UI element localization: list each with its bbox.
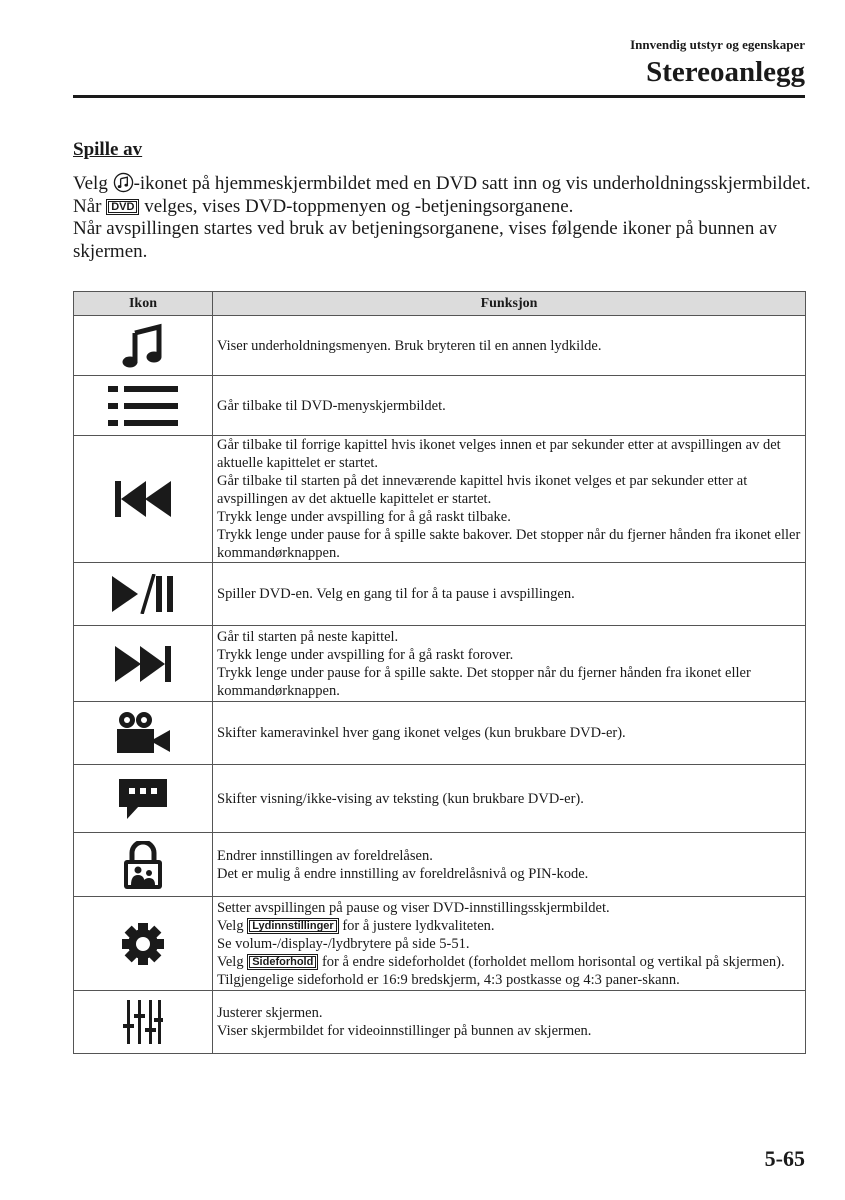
table-row bbox=[74, 991, 806, 1054]
subtitle-icon bbox=[119, 779, 167, 819]
table-row bbox=[74, 376, 806, 436]
table-row bbox=[74, 765, 806, 833]
table-row bbox=[74, 316, 806, 376]
function-cell bbox=[213, 563, 806, 626]
table-row bbox=[74, 702, 806, 765]
icon-cell bbox=[74, 376, 213, 436]
function-line: Skifter kameravinkel hver gang ikonet velges (kun brukbare DVD-er). bbox=[217, 725, 626, 741]
table-row bbox=[74, 436, 806, 563]
function-line: Justerer skjermen. bbox=[217, 1005, 323, 1021]
function-line: Går tilbake til forrige kapittel hvis ikonet velges innen et par sekunder etter at avspillingen av det aktuelle kapittelet er startet. bbox=[217, 437, 781, 471]
function-line: Endrer innstillingen av foreldrelåsen. bbox=[217, 847, 433, 864]
equalizer-icon bbox=[123, 1000, 163, 1044]
intro-text-fragment: -ikonet på hjemmeskjermbildet med en DVD satt inn og vis underholdningsskjermbildet. Når bbox=[73, 173, 811, 217]
play-pause-icon bbox=[112, 574, 174, 614]
function-line: Det er mulig å endre innstilling av foreldrelåsnivå og PIN-kode. bbox=[217, 865, 589, 882]
function-text: Velg bbox=[217, 917, 248, 934]
running-header: Innvendig utstyr og egenskaper bbox=[630, 37, 805, 52]
icon-cell bbox=[74, 833, 213, 897]
function-text: for å justere lydkvaliteten. bbox=[338, 917, 495, 934]
function-cell bbox=[213, 436, 806, 563]
function-cell bbox=[213, 702, 806, 765]
icon-cell bbox=[74, 991, 213, 1054]
icon-function-table bbox=[73, 291, 806, 1054]
header-rule bbox=[73, 95, 805, 98]
skip-forward-icon bbox=[115, 646, 171, 682]
function-cell bbox=[213, 833, 806, 897]
menu-list-icon bbox=[108, 385, 178, 427]
aspect-ratio-button: Sideforhold bbox=[247, 954, 318, 970]
function-line: Trykk lenge under pause for å spille sakte bakover. Det stopper når du fjerner hånden fra ikonet eller kommandørknappen. bbox=[217, 527, 801, 561]
intro-text-fragment: velges, vises DVD-toppmenyen og -betjeningsorganene. bbox=[139, 195, 574, 217]
section-title: Spille av bbox=[73, 139, 143, 160]
music-note-icon bbox=[121, 323, 165, 369]
function-line: Skifter visning/ikke-vising av teksting (kun brukbare DVD-er). bbox=[217, 790, 584, 807]
intro-text bbox=[73, 172, 813, 263]
function-cell bbox=[213, 765, 806, 833]
function-line: Går til starten på neste kapittel. bbox=[217, 628, 399, 645]
function-line: Trykk lenge under avspilling for å gå raskt forover. bbox=[217, 646, 514, 663]
function-line bbox=[217, 917, 801, 935]
function-line: Setter avspillingen på pause og viser DVD-innstillingsskjermbildet. bbox=[217, 899, 610, 916]
music-circle-icon bbox=[113, 172, 134, 193]
function-line: Viser underholdningsmenyen. Bruk bryteren til en annen lydkilde. bbox=[217, 337, 602, 354]
function-line: Trykk lenge under pause for å spille sakte. Det stopper når du fjerner hånden fra ikonet eller kommandørknappen. bbox=[217, 664, 751, 699]
function-line: Går tilbake til DVD-menyskjermbildet. bbox=[217, 397, 446, 414]
function-text: for å endre sideforholdet (forholdet mellom horisontal og vertikal på skjermen). Tilgjengelige sideforhold er 16:9 bredskjerm, 4:3 postkasse og 4:3 paner-skann. bbox=[217, 953, 785, 988]
page-number: 5-65 bbox=[764, 1146, 805, 1171]
function-line: Går tilbake til starten på det inneværende kapittel hvis ikonet velges et par sekunder etter at avspillingen av det aktuelle kapittelet er startet. bbox=[217, 473, 748, 507]
intro-paragraph-2: Når avspillingen startes ved bruk av betjeningsorganene, vises følgende ikoner på bunnen av skjermen. bbox=[73, 218, 778, 262]
dvd-button: DVD bbox=[106, 199, 139, 215]
function-cell bbox=[213, 626, 806, 702]
icon-cell bbox=[74, 316, 213, 376]
icon-cell bbox=[74, 563, 213, 626]
function-line: Spiller DVD-en. Velg en gang til for å ta pause i avspillingen. bbox=[217, 586, 575, 602]
parental-lock-icon bbox=[123, 841, 163, 889]
column-header-function: Funksjon bbox=[213, 292, 806, 316]
function-cell bbox=[213, 316, 806, 376]
intro-text-fragment: Velg bbox=[73, 173, 113, 194]
gear-icon bbox=[121, 922, 165, 966]
icon-cell bbox=[74, 765, 213, 833]
function-line: Se volum-/display-/lydbrytere på side 5-51. bbox=[217, 935, 470, 952]
table-row bbox=[74, 897, 806, 991]
icon-cell bbox=[74, 897, 213, 991]
function-line: Trykk lenge under avspilling for å gå raskt tilbake. bbox=[217, 509, 511, 525]
function-cell bbox=[213, 897, 806, 991]
table-row bbox=[74, 563, 806, 626]
function-line bbox=[217, 953, 801, 989]
column-header-icon: Ikon bbox=[74, 292, 213, 316]
icon-cell bbox=[74, 436, 213, 563]
function-cell bbox=[213, 991, 806, 1054]
icon-cell bbox=[74, 626, 213, 702]
camera-icon bbox=[115, 711, 171, 755]
skip-back-icon bbox=[115, 481, 171, 517]
function-text: Velg bbox=[217, 953, 248, 970]
function-cell bbox=[213, 376, 806, 436]
function-line: Viser skjermbildet for videoinnstillinger på bunnen av skjermen. bbox=[217, 1023, 592, 1039]
icon-cell bbox=[74, 702, 213, 765]
page-title: Stereoanlegg bbox=[646, 56, 805, 88]
table-row bbox=[74, 626, 806, 702]
table-row bbox=[74, 833, 806, 897]
sound-settings-button: Lydinnstillinger bbox=[247, 918, 339, 934]
intro-paragraph-1 bbox=[73, 172, 813, 218]
